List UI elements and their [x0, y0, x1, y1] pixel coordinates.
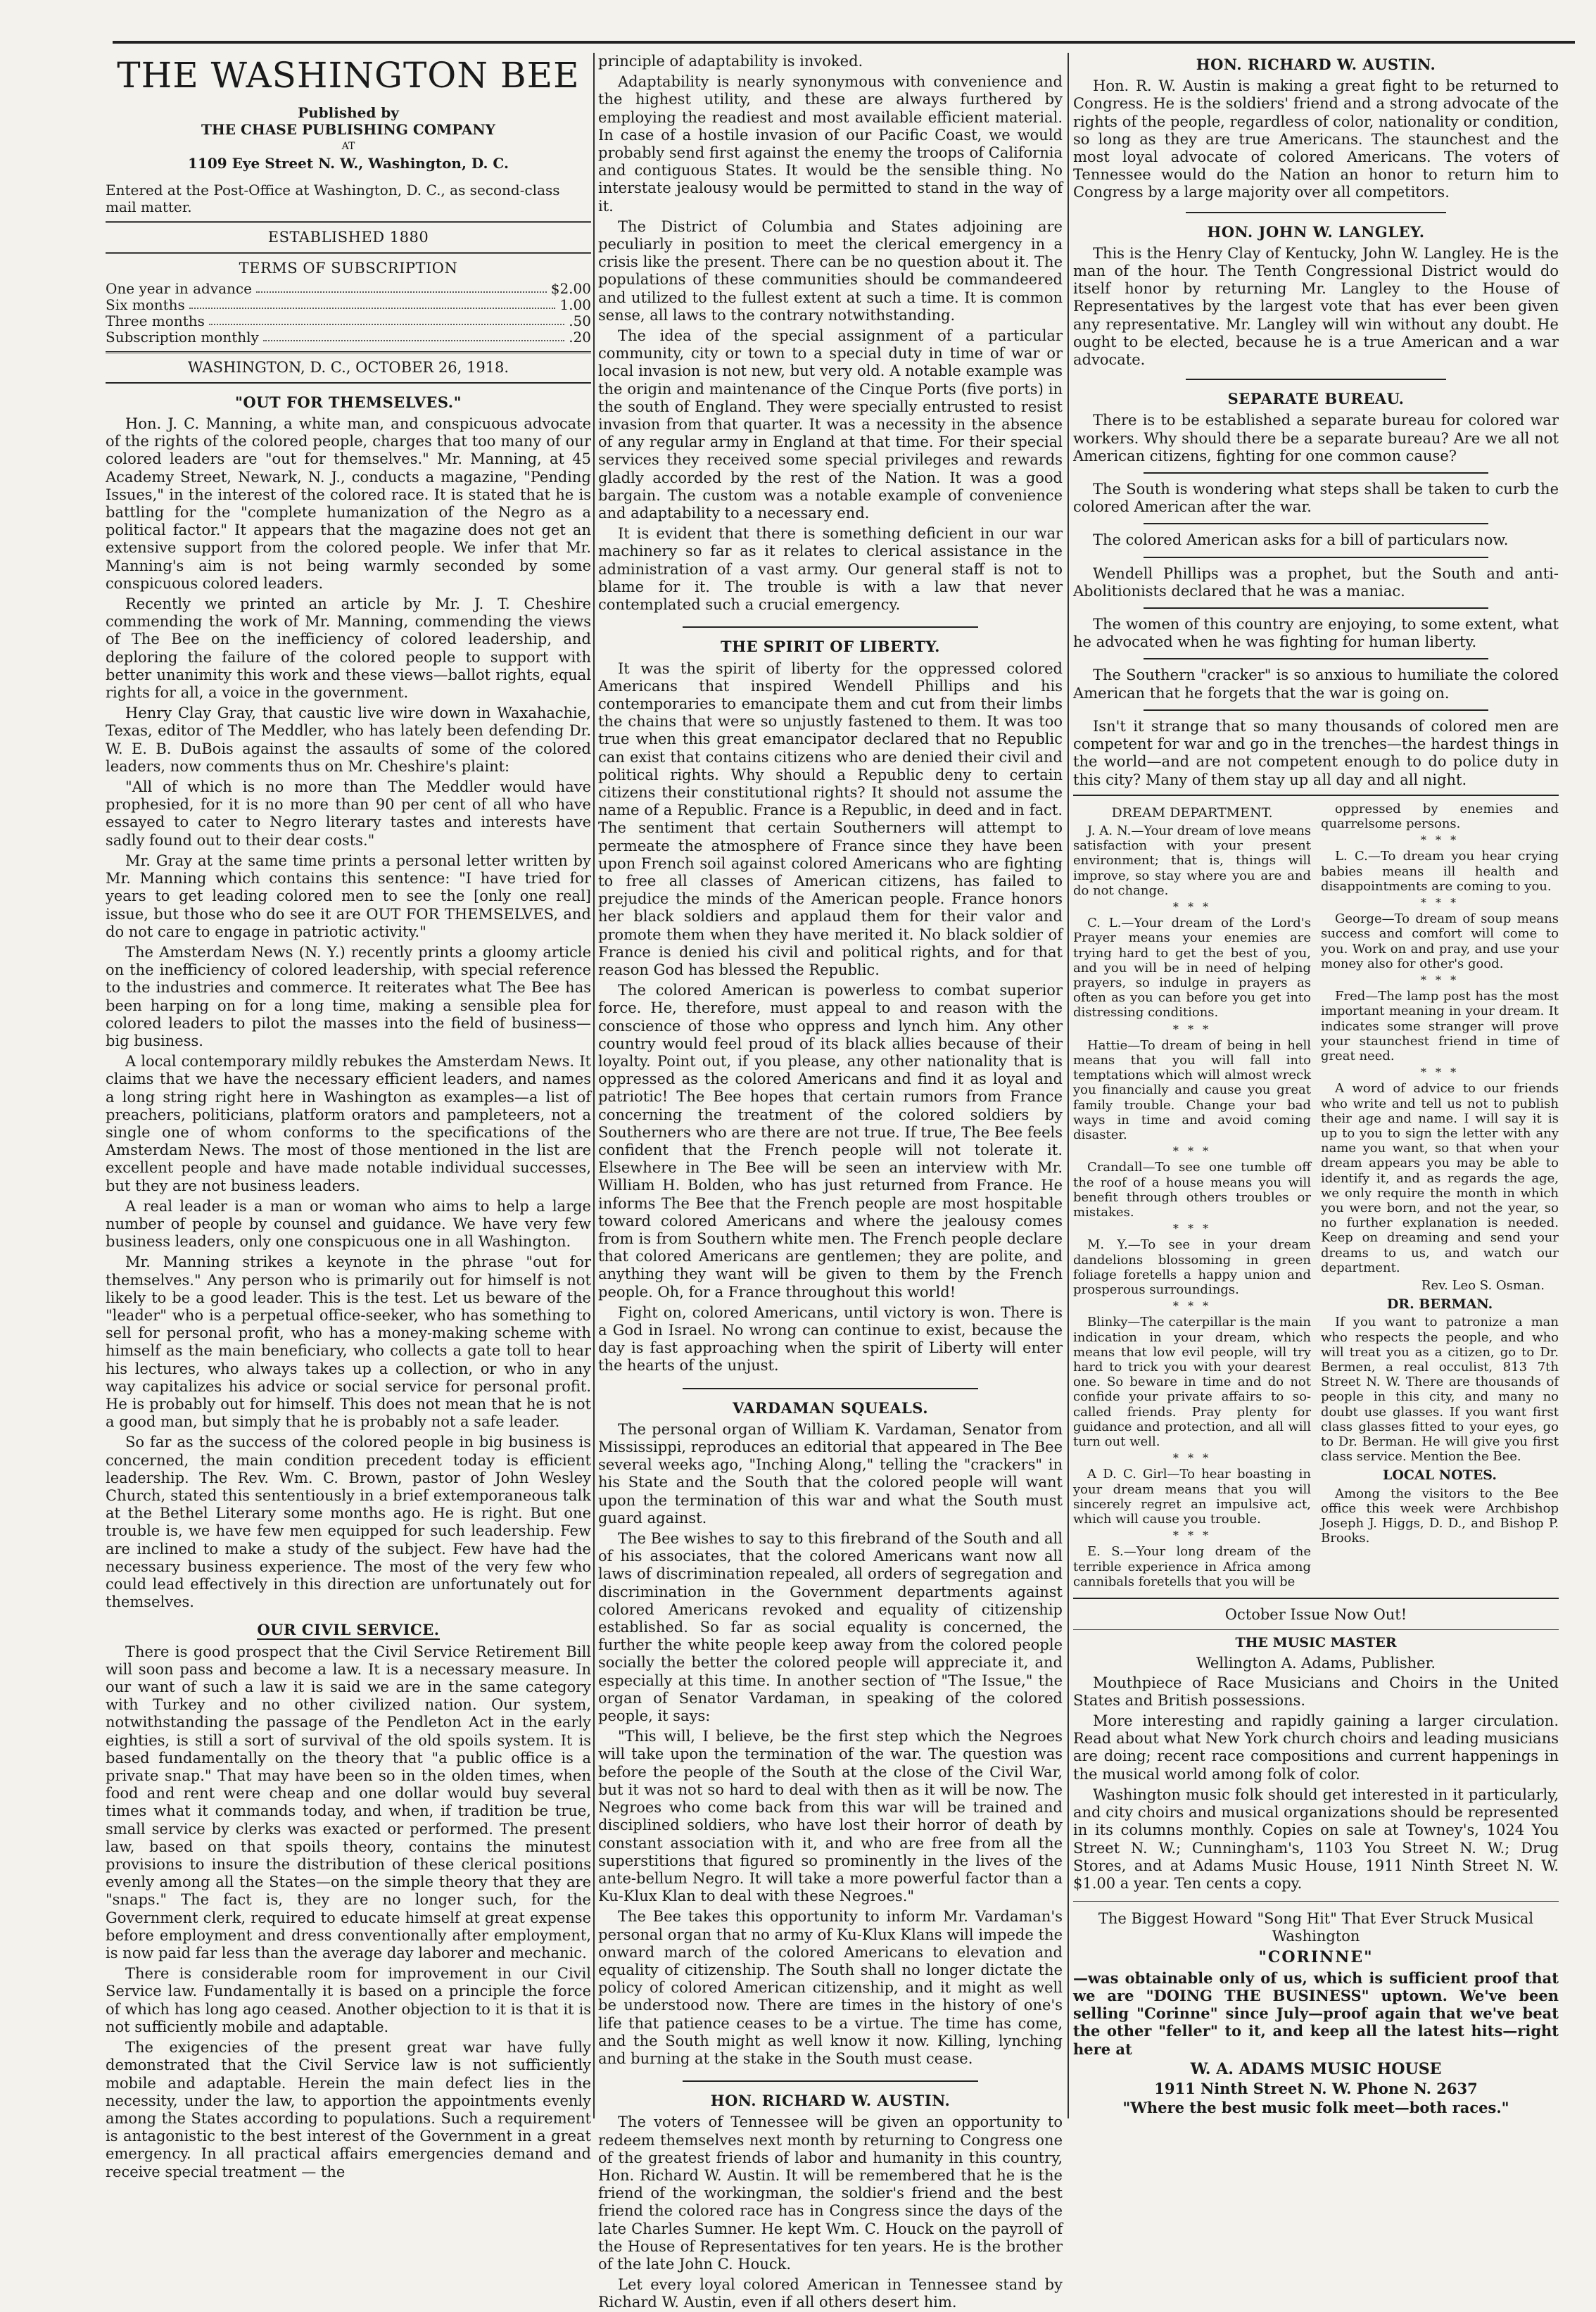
- paragraph: The colored American is powerless to combat superior force. He, therefore, must appeal to and reason with the conscience of those who oppress and lynch him. Any other country would feel proud of its black allies because of their loyalty. Point out, if you please, any other nationality that is oppressed as the colored Americans and find it as loyal and patriotic! The Bee hopes that certain rumors from France concerning the treatment of the colored soldiers by Southerners who are there are not true. If true, The Bee feels confident that the French people will not tolerate it. Elsewhere in The Bee will be seen an interview with Mr. William H. Bolden, who has just returned from France. He informs The Bee that the French people are most hospitable toward colored Americans and where the jealousy comes from is from Southern white men. The French people declare that colored Americans are gentlemen; they are polite, and anything they want will be given to them by the French people. Oh, for a France throughout this world!: [598, 982, 1063, 1301]
- local-notes-title: LOCAL NOTES.: [1383, 1467, 1497, 1484]
- local-notes: Among the visitors to the Bee office this week were Archbishop Joseph J. Higgs, D. D., and Bishop P. Brooks.: [1321, 1486, 1559, 1546]
- note-wendell-phillips: Wendell Phillips was a prophet, but the South and anti-Abolitionists declared that he was a maniac.: [1073, 564, 1559, 600]
- terms-list: [106, 281, 591, 346]
- paragraph: Hon. J. C. Manning, a white man, and conspicuous advocate of the rights of the colored people, charges that too many of our colored leaders are "out for themselves." Mr. Manning, at 45 Academy Street, Newark, N. J., conducts a magazine, "Pending Issues," in the interest of the colored race. It is stated that he is battling for the "complete humanization of the Negro as a political factor." It appears that the magazine does not get an extensive support from the colored people. We infer that Mr. Manning's aim is not being warmly seconded by some conspicuous colored leaders.: [106, 415, 591, 592]
- paragraph: It was the spirit of liberty for the oppressed colored Americans that inspired Wendell Phillips and his contemporaries to emancipate them and cut from their limbs the chains that were so unjustly fastened to them. It was too true when this great emancipator declared that no Republic can exist that contains citizens who are denied their civil and political rights. Why should a Republic deny to certain citizens their constitutional rights? It should not assume the name of a Republic. France is a Republic, in deed and in fact. The sentiment that certain Southerners will attempt to permeate the atmosphere of France since they have been upon French soil against colored Americans who are fighting to free all classes of American citizens, has failed to prejudice the minds of the American people. France honors her black soldiers and applaud them for their valor and promote them when they have merited it. No black soldier of France is denied his civil and political rights, and for that reason God has blessed the Republic.: [598, 659, 1063, 978]
- terms-price: $2.00: [550, 279, 591, 297]
- column-3: [1073, 53, 1559, 2118]
- music-master-para-1: More interesting and rapidly gaining a larger circulation. Read about what New York church choirs and leading musicians are doing; recent race compositions and current happenings in the musical world among folk of color.: [1073, 1712, 1559, 1783]
- terms-label: Subscription monthly: [106, 328, 259, 346]
- dream-entries-left: [1073, 823, 1311, 1589]
- note-women: The women of this country are enjoying, to some extent, what he advocated when he was fighting for human liberty.: [1073, 616, 1559, 651]
- separator-stars: * * *: [1420, 833, 1459, 847]
- separator-stars: * * *: [1420, 973, 1459, 987]
- separator-stars: * * *: [1172, 1022, 1212, 1036]
- terms-price: .20: [569, 328, 591, 346]
- paragraph: J. A. N.—Your dream of love means satisfaction with your present environment; that is, things will improve, so stay where you are and do not change.: [1073, 823, 1311, 898]
- music-master-ad: [1073, 1606, 1559, 1893]
- column-2: [598, 53, 1063, 2311]
- paragraph: C. L.—Your dream of the Lord's Prayer means your enemies are trying hard to get the best of you, and you will be in need of helping prayers, so indulge in prayers as often as you can before you get into distressing conditions.: [1073, 916, 1311, 1021]
- terms-label: One year in advance: [106, 279, 252, 297]
- separator-stars: * * *: [1172, 1222, 1212, 1236]
- separator-stars: * * *: [1420, 1066, 1459, 1080]
- column-divider: [1068, 53, 1069, 2118]
- music-master-para-2: Washington music folk should get interested in it particularly, and city choirs and musical organizations should be represented in its columns monthly. Copies on sale at Towney's, 1024 You Street N. W.; Cunningham's, 1103 You Street N. W.; Drug Stores, and at Adams Music House, 1911 Ninth Street N. W. $1.00 a year. Ten cents a copy.: [1073, 1786, 1559, 1892]
- terms-dots: [263, 329, 564, 341]
- top-rule: [113, 41, 1575, 44]
- separator-stars: * * *: [1172, 1451, 1212, 1465]
- divider: [1186, 379, 1446, 380]
- music-master-mouthpiece: Mouthpiece of Race Musicians and Choirs in the United States and British possessions.: [1073, 1674, 1559, 1709]
- divider: [1073, 1629, 1559, 1630]
- october-issue: October Issue Now Out!: [1224, 1606, 1407, 1624]
- article-civil-service: [106, 1643, 591, 2181]
- article-title-richard-austin: HON. RICHARD W. AUSTIN.: [1196, 56, 1436, 73]
- howard-song-hit: The Biggest Howard "Song Hit" That Ever Struck Musical Washington: [1098, 1910, 1534, 1945]
- adams-music-house-ad: [1073, 1910, 1559, 2116]
- dream-title: DREAM DEPARTMENT.: [1111, 804, 1273, 821]
- at-label: AT: [341, 141, 355, 153]
- divider: [106, 351, 591, 353]
- divider: [1073, 1901, 1559, 1902]
- paragraph: George—To dream of soup means success and comfort will come to you. Work on and pray, and use your money also for other's good.: [1321, 911, 1559, 971]
- separator-stars: * * *: [1172, 1144, 1212, 1158]
- paragraph: Henry Clay Gray, that caustic live wire down in Waxahachie, Texas, editor of The Meddler, who has lately been defending Dr. W. E. B. DuBois against the assaults of some of the colored leaders, now comments thus on Mr. Cheshire's plaint:: [106, 705, 591, 775]
- dream-department: [1073, 802, 1559, 1591]
- divider: [1144, 557, 1488, 558]
- terms-row: [106, 313, 591, 329]
- article-out-for-themselves: [106, 415, 591, 1611]
- paragraph: A real leader is a man or woman who aims to help a large number of people by counsel and guidance. We have very few business leaders, only one conspicuous one in all Washington.: [106, 1197, 591, 1251]
- paragraph: So far as the success of the colored people in big business is concerned, the main condition precedent today is efficient leadership. The Rev. Wm. C. Brown, pastor of John Wesley Church, stated this sententiously in a brief extemporaneous talk at the Bethel Literary some months ago. He is right. But one trouble is, we have few men equipped for such leadership. Few are inclined to make a study of the subject. Few have had the necessary business experience. The most of the very few who could lead effectively in this direction are unfortunately out for themselves.: [106, 1434, 591, 1611]
- divider: [106, 382, 591, 384]
- paragraph: The Amsterdam News (N. Y.) recently prints a gloomy article on the inefficiency of colored leadership, with special reference to the industries and commerce. It reiterates what The Bee has been harping on for a long time, making a sensible plea for colored leaders to pilot the masses into the field of business—big business.: [106, 943, 591, 1049]
- divider: [683, 1388, 978, 1389]
- address: 1109 Eye Street N. W., Washington, D. C.: [188, 155, 509, 172]
- paragraph: Fight on, colored Americans, until victory is won. There is a God in Israel. No wrong can continue to exist, because the day is fast approaching when the spirit of Liberty will enter the hearts of the unjust.: [598, 1303, 1063, 1375]
- note-isnt-it-strange: Isn't it strange that so many thousands of colored men are competent for war and go in the trenches—the hardest things in the world—and are not competent enough to do police duty in this city? Many of them stay up all day and all night.: [1073, 717, 1559, 788]
- paragraph: The Bee takes this opportunity to inform Mr. Vardaman's personal organ that no army of Ku-Klux Klans will impede the onward march of the colored Americans to elevation and equality of citizenship. The South shall no longer dictate the policy of colored American citizenship, and it might as well be understood now. There are times in the history of one's life that patience ceases to be a virtue. The time has come, and the South might as well know it now. Killing, lynching and burning at the stake in the South must cease.: [598, 1908, 1063, 2067]
- paragraph: Crandall—To see one tumble off the roof of a house means you will benefit through others troubles or mistakes.: [1073, 1160, 1311, 1220]
- established: ESTABLISHED 1880: [267, 229, 429, 246]
- paragraph: A D. C. Girl—To hear boasting in your dream means that you will sincerely regret an impulsive act, which will cause you trouble.: [1073, 1467, 1311, 1527]
- article-vardaman-squeals: [598, 1421, 1063, 2068]
- music-master-publisher: Wellington A. Adams, Publisher.: [1196, 1655, 1436, 1672]
- note-southern-cracker: The Southern "cracker" is so anxious to humiliate the colored American that he forgets that the war is going on.: [1073, 667, 1559, 702]
- divider: [1073, 1598, 1559, 1599]
- dream-column-left: [1073, 802, 1311, 1591]
- paragraph: There is good prospect that the Civil Service Retirement Bill will soon pass and become a law. It is a necessary measure. In our want of such a law it is said we are in the same category with Turkey and no other civilized nation. Our system, notwithstanding the passage of the Pendleton Act in the early eighties, is still a sort of survival of the old spoils system. It is based fundamentally on the theory that "a public office is a private snap." That may have been so in the olden times, when food and rent were cheap and one dollar would buy several times what it commands today, and when, if tradition be true, small service by clerks was exacted or performed. The present law, based on that spoils theory, contains the minutest provisions to insure the distribution of these clerical positions evenly among all the States—on the simple theory that they are "snaps." The fact is, they are no longer such, for the Government clerk, required to educate himself at great expense before employment and dress conventionally after employment, is now paid far less than the average day laborer and mechanic.: [106, 1643, 591, 1962]
- paragraph: principle of adaptability is invoked.: [598, 53, 863, 70]
- paragraph: oppressed by enemies and quarrelsome persons.: [1321, 801, 1559, 831]
- paragraph: Blinky—The caterpillar is the main indication in your dream, which means that low evil people, will try hard to trick you with your dearest one. So beware in time and do not confide your private affairs to so-called friends. Pray plenty for guidance and protection, and all will turn out well.: [1073, 1315, 1311, 1450]
- column-1: [106, 53, 591, 2180]
- article-title-richard-austin-2: HON. RICHARD W. AUSTIN.: [710, 2092, 951, 2110]
- paragraph: Mr. Manning strikes a keynote in the phrase "out for themselves." Any person who is primarily out for himself is not likely to be a good leader. This is the test. Let us beware of the "leader" who is a perpetual office-seeker, who has something to sell for personal profit, who has a money-making scheme with himself as the main beneficiary, who collects a gate toll to hear his lectures, who always takes up a collection, or who in any way capitalizes his advice or social service for personal profit. He is probably out for himself. This does not mean that he is not a good man, but simply that he is probably not a safe leader.: [106, 1253, 591, 1431]
- paragraph: E. S.—Your long dream of the terrible experience in Africa among cannibals foretells that you will be: [1073, 1544, 1311, 1589]
- terms-dots: [209, 313, 564, 325]
- corinne: "CORINNE": [1258, 1947, 1374, 1966]
- terms-title: TERMS OF SUBSCRIPTION: [239, 260, 458, 277]
- adams-house-address: 1911 Ninth Street N. W. Phone N. 2637: [1154, 2079, 1478, 2097]
- berman-ad: If you want to patronize a man who respects the people, and who will treat you as a citizen, go to Dr. Bermen, a real occulist, 813 7th Street N. W. There are thousands of people in this city, and many no doubt use glasses. If you want first class glasses fitted to your eyes, go to Dr. Berman. He will give you first class service. Mention the Bee.: [1321, 1315, 1559, 1465]
- paragraph: M. Y.—To see in your dream dandelions blossoming in green foliage foretells a happy union and prosperous surroundings.: [1073, 1237, 1311, 1297]
- article-title-out-for-themselves: "OUT FOR THEMSELVES.": [234, 393, 462, 411]
- terms-row: [106, 329, 591, 346]
- terms-label: Six months: [106, 296, 185, 313]
- publisher: THE CHASE PUBLISHING COMPANY: [201, 121, 495, 139]
- paragraph: The exigencies of the present great war have fully demonstrated that the Civil Service law is not sufficiently mobile and adaptable. Herein the main defect lies in the necessity, under the law, to apportion the appointments evenly among the States according to populations. Such a requirement is antagonistic to the best interest of the Government in a great emergency. In all practical affairs emergencies demand and receive special treatment — the: [106, 2039, 591, 2180]
- article-title-civil-service: [106, 1621, 591, 1638]
- dream-column-right: [1321, 802, 1559, 1591]
- terms-price: 1.00: [559, 296, 591, 313]
- paragraph: A local contemporary mildly rebukes the Amsterdam News. It claims that we have the necessary efficient leaders, and names a long string right here in Washington as examples—a list of preachers, politicians, platform orators and pampleteers, not a single one of whom conforms to the specifications of the Amsterdam News. The most of those mentioned in the list are excellent people and have made notable individual successes, but they are not business leaders.: [106, 1053, 591, 1194]
- article-title-john-langley: HON. JOHN W. LANGLEY.: [1207, 222, 1425, 241]
- separator-stars: * * *: [1172, 1299, 1212, 1313]
- paragraph: Hattie—To dream of being in hell means that you will fall into temptations which will almost wreck you financially and cause you great family trouble. Change your bad ways in time and avoid coming disaster.: [1073, 1037, 1311, 1142]
- terms-dots: [256, 281, 547, 293]
- separator-stars: * * *: [1420, 895, 1459, 909]
- article-civil-service-continued: [598, 53, 1063, 614]
- article-title-vardaman-squeals: VARDAMAN SQUEALS.: [732, 1398, 929, 1417]
- paragraph: Mr. Gray at the same time prints a personal letter written by Mr. Manning which contains this sentence: "I have tried for years to get leading colored men to see the [only one real] issue, but those who do see it are OUT FOR THEMSELVES, and do not care to engage in patriotic activity.": [106, 852, 591, 940]
- paragraph: Fred—The lamp post has the most important meaning in your dream. It indicates some stranger will prove your staunchest friend in time of great need.: [1321, 989, 1559, 1063]
- article-spirit-of-liberty: [598, 660, 1063, 1375]
- berman-title: DR. BERMAN.: [1386, 1296, 1493, 1313]
- masthead-title: THE WASHINGTON BEE: [117, 55, 580, 96]
- terms-row: [106, 297, 591, 313]
- corinne-para: —was obtainable only of us, which is sufficient proof that we are "DOING THE BUSINESS" uptown. We've been selling "Corinne" since July—proof again that we've beat the other "feller" to it, and keep all the latest hits—right here at: [1073, 1969, 1559, 2058]
- divider: [683, 2080, 978, 2082]
- paragraph: L. C.—To dream you hear crying babies means ill health and disappointments are coming to you.: [1321, 849, 1559, 894]
- separator-stars: * * *: [1172, 1529, 1212, 1543]
- divider: [1144, 607, 1488, 609]
- dateline: WASHINGTON, D. C., OCTOBER 26, 1918.: [187, 358, 509, 376]
- terms-label: Three months: [106, 312, 205, 329]
- note-bill-of-particulars: The colored American asks for a bill of particulars now.: [1093, 531, 1509, 549]
- entered-notice: Entered at the Post-Office at Washington, D. C., as second-class mail matter.: [106, 182, 560, 216]
- divider: [106, 221, 591, 223]
- article-separate-bureau: There is to be established a separate bureau for colored war workers. Why should there be a separate bureau? Are we all not American citizens, fighting for one common cause?: [1073, 412, 1559, 465]
- paragraph: It is evident that there is something deficient in our war machinery so far as it relates to clerical assistance in the administration of a vast army. Our general staff is not to blame for it. The trouble is with a law that never contemplated such a crucial emergency.: [598, 525, 1063, 614]
- article-title-spirit-of-liberty: THE SPIRIT OF LIBERTY.: [721, 638, 940, 656]
- divider: [1144, 709, 1488, 711]
- divider: [1186, 212, 1446, 213]
- civil-title-text: OUR CIVIL SERVICE.: [257, 1621, 440, 1639]
- divider: [106, 252, 591, 254]
- paragraph: The personal organ of William K. Vardaman, Senator from Mississippi, reproduces an editorial that appeared in The Bee several weeks ago, "Inching Along," telling the "crackers" in his State and the South that the colored people will want upon the termination of this war and what the South must guard against.: [598, 1420, 1063, 1527]
- paragraph: "This will, I believe, be the first step which the Negroes will take upon the termination of the war. The question was before the people of the South at the close of the Civil War, but it was not so hard to deal with then as it will be now. The Negroes who come back from this war will be trained and disciplined soldiers, who have lost their horror of death by constant association with it, and who are free from all the superstitions that figured so prominently in the lives of the ante-bellum Negro. It will take a more powerful factor than a Ku-Klux Klan to deal with these Negroes.": [598, 1728, 1063, 1905]
- terms-dots: [189, 297, 556, 309]
- article-richard-austin: Hon. R. W. Austin is making a great fight to be returned to Congress. He is the soldiers' friend and a strong advocate of the rights of the people, regardless of color, nationality or condition, so long as they are true Americans. The staunchest and the most loyal advocate of colored Americans. The voters of Tennessee would do the Nation an honor to return him to Congress by a large majority over all competitors.: [1073, 77, 1559, 201]
- paragraph: Let every loyal colored American in Tennessee stand by Richard W. Austin, even if all others desert him.: [598, 2276, 1063, 2311]
- music-master-title: THE MUSIC MASTER: [1235, 1635, 1397, 1651]
- divider: [683, 626, 978, 628]
- column-divider: [593, 53, 595, 2118]
- terms-price: .50: [569, 312, 591, 329]
- paragraph: Recently we printed an article by Mr. J. T. Cheshire commending the work of Mr. Manning, commending the views of The Bee on the inefficiency of colored leadership, and deploring the failure of the colored people to support with better unanimity this work and these views—ballot rights, equal rights for all, a voice in the government.: [106, 595, 591, 702]
- dream-entries-right: [1321, 802, 1559, 1275]
- divider: [1144, 658, 1488, 659]
- paragraph: The District of Columbia and States adjoining are peculiarly in position to meet the clerical emergency in a crisis like the present. There can be no question about it. The populations of these communities should be commandeered and utilized to the fullest extent at such a time. It is common sense, all laws to the contrary notwithstanding.: [598, 217, 1063, 324]
- separator-stars: * * *: [1172, 899, 1212, 914]
- paragraph: The idea of the special assignment of a particular community, city or town to a special duty in time of war or local invasion is not new, but very old. A notable example was the origin and maintenance of the Cinque Ports (five ports) in the south of England. They were specially entrusted to resist invasion from that quarter. It was a necessity in the absence of any regular army in England at that time. For their special services they received some special privileges and rewards gladly accorded by the rest of the Nation. It was a good bargain. The custom was a notable example of convenience and adaptability to a necessary end.: [598, 327, 1063, 522]
- paragraph: There is considerable room for improvement in our Civil Service law. Fundamentally it is based on a principle the force of which has long ago ceased. Another objection to it is that it is not sufficiently mobile and adaptable.: [106, 1965, 591, 2035]
- divider: [1073, 795, 1559, 796]
- dream-signature: Rev. Leo S. Osman.: [1421, 1278, 1545, 1293]
- adams-house-slogan: "Where the best music folk meet—both races.": [1122, 2099, 1509, 2117]
- terms-row: [106, 281, 591, 297]
- paragraph: Adaptability is nearly synonymous with convenience and the highest utility, and these are always furthered by employing the readiest and most available efficient material. In case of a hostile invasion of our Pacific Coast, we would probably send first against the enemy the troops of California and contiguous States. It would be the sensible thing. No interstate jealousy would be permitted to stand in the way of it.: [598, 73, 1063, 215]
- paragraph: A word of advice to our friends who write and tell us not to publish their age and name. I will say it is up to you to sign the letter with any name you want, so that when your dream appears you may be able to identify it, and as regards the age, we only require the month in which you were born, and not the year, so no further explanation is needed. Keep on dreaming and send your dreams to us, and watch our department.: [1321, 1081, 1559, 1275]
- divider: [1144, 472, 1488, 474]
- article-richard-austin-2: [598, 2114, 1063, 2311]
- article-john-langley: This is the Henry Clay of Kentucky, John W. Langley. He is the man of the hour. The Tenth Congressional District would do itself honor by returning Mr. Langley to the House of Representatives by the largest vote that has ever been given any representative. Mr. Langley will win without any doubt. He ought to be elected, because he is a true American and a war advocate.: [1073, 244, 1559, 369]
- paragraph: "All of which is no more than The Meddler would have prophesied, for it is no more than 90 per cent of all who have essayed to cater to Negro literary tastes and interests have sadly found out to their dear costs.": [106, 778, 591, 849]
- divider: [1144, 523, 1488, 524]
- paragraph: The voters of Tennessee will be given an opportunity to redeem themselves next month by returning to Congress one of the greatest friends of labor and humanity in this country, Hon. Richard W. Austin. It will be remembered that he is the friend of the workingman, the soldier's friend and the best friend the colored race has in Congress since the days of the late Charles Sumner. He kept Wm. C. Houck on the payroll of the House of Representatives for ten years. He is the brother of the late John C. Houck.: [598, 2114, 1063, 2273]
- note-south-wondering: The South is wondering what steps shall be taken to curb the colored American after the war.: [1073, 481, 1559, 516]
- adams-house-name: W. A. ADAMS MUSIC HOUSE: [1190, 2059, 1442, 2078]
- paragraph: The Bee wishes to say to this firebrand of the South and all of his associates, that the colored Americans want now all laws of discrimination repealed, all orders of segregation and discrimination in the Government departments against colored Americans revoked and equality of citizenship established. So far as social equality is concerned, the further the white people keep away from the colored people socially the better the colored people will appreciate it, and especially at this time. In another section of "The Issue," the organ of Senator Vardaman, in speaking of the colored people, it says:: [598, 1530, 1063, 1725]
- published-by: Published by: [298, 104, 399, 122]
- article-title-separate-bureau: SEPARATE BUREAU.: [1227, 390, 1405, 408]
